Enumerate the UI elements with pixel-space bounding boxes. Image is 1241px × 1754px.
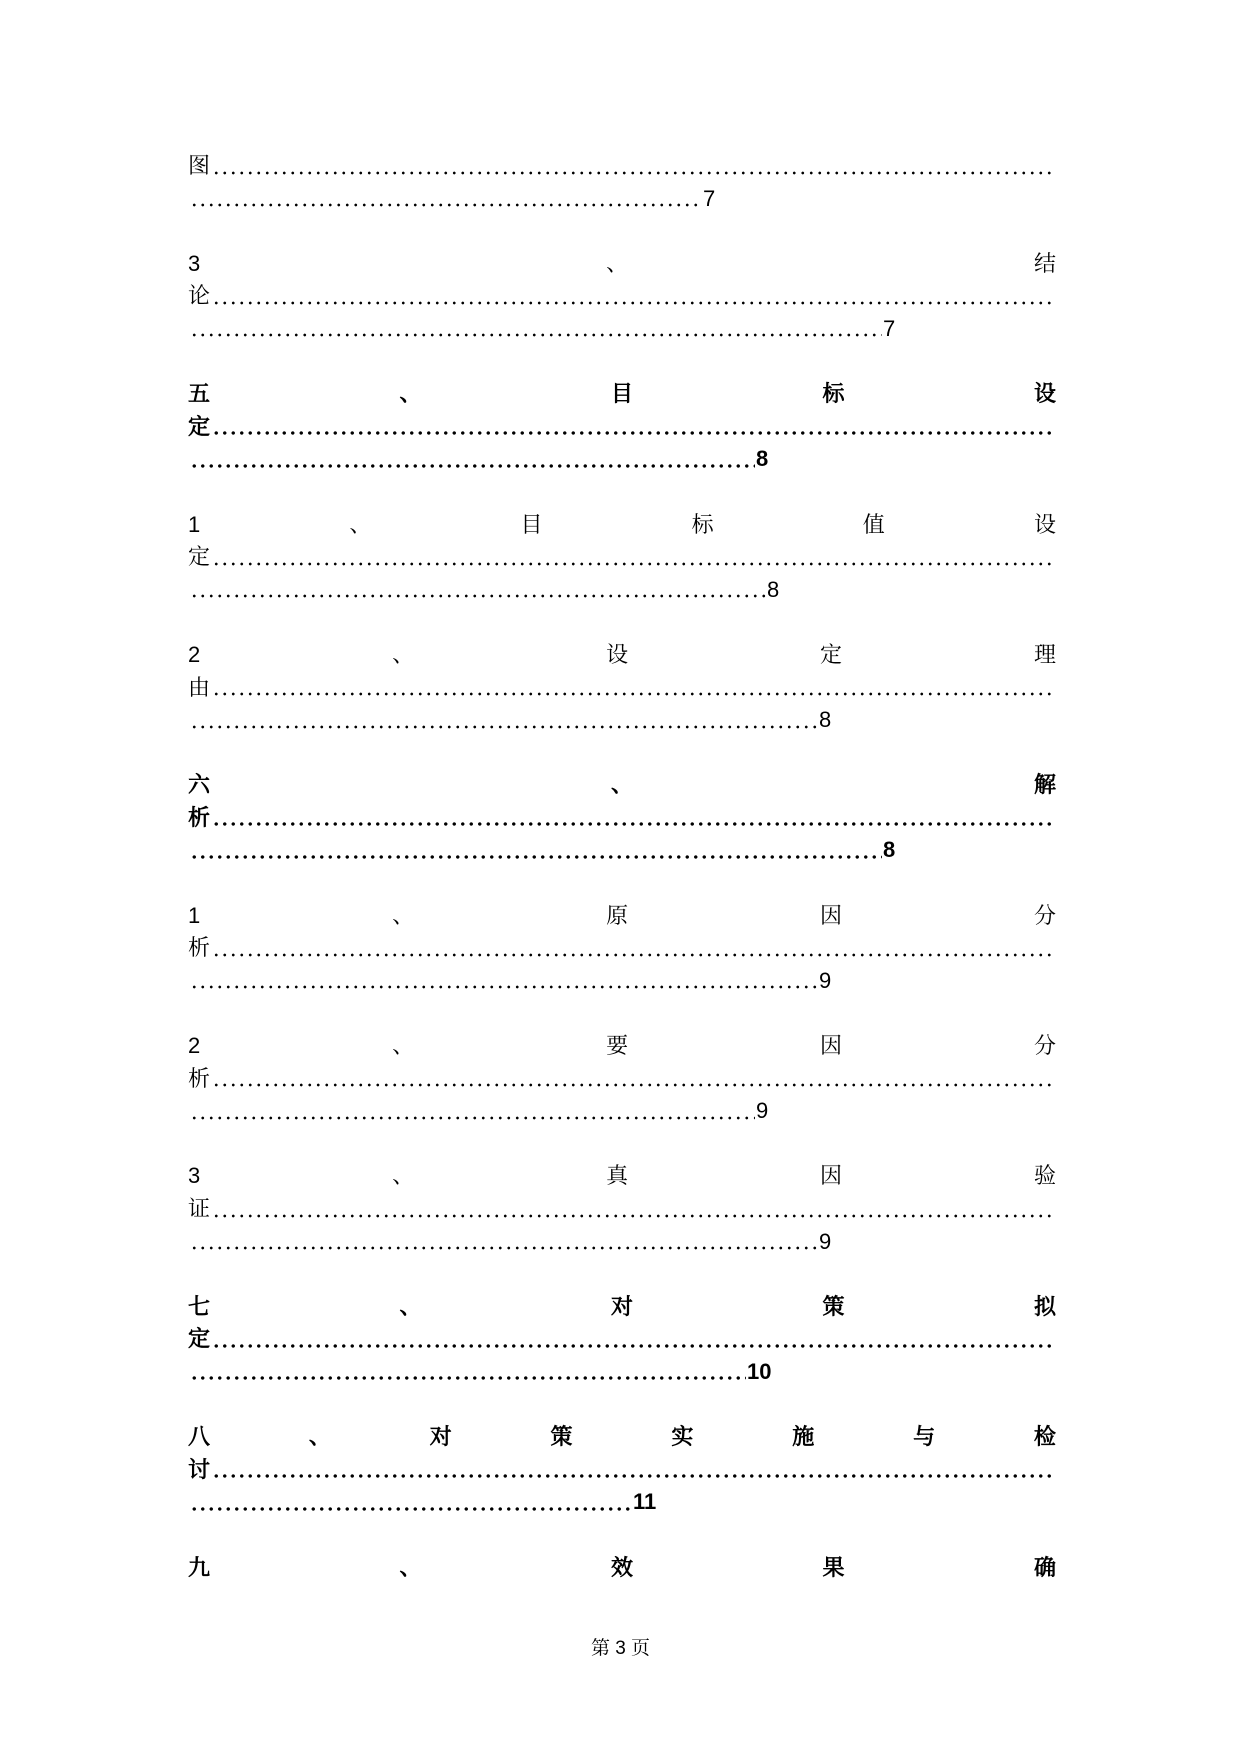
toc-title-end: 析 — [188, 1065, 211, 1091]
toc-page-number: 7 — [703, 185, 716, 211]
toc-leader-line — [188, 541, 1056, 574]
toc-page-number: 10 — [747, 1358, 772, 1384]
toc-title-line — [188, 639, 1056, 672]
toc-page-number: 11 — [633, 1489, 657, 1515]
toc-entry-heading — [188, 1552, 1056, 1585]
toc-title-char: 因 — [820, 902, 843, 928]
dot-leader — [188, 704, 818, 737]
toc-title-char: 确 — [1033, 1554, 1056, 1580]
toc-title-line — [188, 900, 1056, 933]
dot-leader — [188, 1356, 746, 1389]
dot-leader — [188, 443, 755, 476]
toc-page-line — [188, 704, 1056, 737]
toc-title-end: 析 — [188, 804, 211, 830]
dot-leader — [188, 1095, 755, 1128]
toc-page-line — [188, 1356, 1056, 1389]
toc-page-line — [188, 834, 1056, 867]
dot-leader — [188, 183, 702, 216]
toc-title-end: 由 — [188, 674, 211, 700]
toc-title-char: 果 — [822, 1554, 845, 1580]
dot-leader — [210, 1063, 1056, 1096]
toc-leader-line — [188, 411, 1056, 444]
toc-title-char: 原 — [606, 902, 629, 928]
toc-entry — [188, 1030, 1056, 1128]
dot-leader — [210, 1454, 1056, 1487]
toc-title-end: 图 — [188, 153, 211, 178]
toc-page-number: 8 — [819, 707, 832, 733]
toc-page-line — [188, 965, 1056, 998]
toc-leader-line — [188, 1063, 1056, 1096]
toc-title-char: 、 — [392, 1163, 415, 1189]
toc-page-line — [188, 1486, 1056, 1519]
toc-title-char: 因 — [820, 1163, 843, 1189]
toc-title-char: 、 — [399, 1554, 422, 1580]
toc-page-line — [188, 574, 1056, 607]
dot-leader — [210, 1323, 1056, 1356]
toc-title-end: 定 — [188, 413, 211, 439]
dot-leader — [188, 1226, 818, 1259]
toc-title-char: 标 — [691, 511, 714, 537]
toc-title-char: 、 — [392, 641, 415, 667]
toc-title-char: 值 — [862, 511, 885, 537]
toc-title-char: 设 — [1033, 511, 1056, 537]
toc-leader-line — [188, 802, 1056, 835]
toc-leader-line — [188, 932, 1056, 965]
toc-title-char: 真 — [606, 1163, 629, 1189]
toc-title-line — [188, 769, 1056, 802]
toc-title-char: 七 — [188, 1293, 211, 1319]
toc-title-char: 六 — [188, 772, 211, 798]
dot-leader — [188, 965, 818, 998]
dot-leader — [188, 574, 766, 607]
toc-title-char: 目 — [520, 511, 543, 537]
toc-page-number: 8 — [767, 576, 780, 602]
dot-leader — [188, 313, 882, 346]
toc-page-number: 9 — [819, 1228, 832, 1254]
dot-leader — [210, 541, 1056, 574]
table-of-contents — [188, 150, 1056, 1617]
toc-title-end: 析 — [188, 935, 211, 961]
toc-title-char: 2 — [188, 1033, 201, 1059]
toc-title-char: 八 — [188, 1424, 211, 1450]
toc-page-line — [188, 1095, 1056, 1128]
toc-title-line — [188, 248, 1056, 281]
toc-title-char: 实 — [671, 1424, 694, 1450]
toc-leader-line — [188, 1454, 1056, 1487]
dot-leader — [210, 802, 1056, 835]
toc-title-char: 验 — [1033, 1163, 1056, 1189]
toc-page-number: 7 — [883, 315, 896, 341]
toc-title-char: 施 — [792, 1424, 815, 1450]
toc-title-char: 、 — [606, 250, 629, 276]
toc-title-char: 拟 — [1033, 1293, 1056, 1319]
toc-entry — [188, 150, 1056, 215]
toc-title-end: 论 — [188, 283, 211, 309]
toc-title-end: 证 — [188, 1196, 211, 1221]
toc-page-line — [188, 1226, 1056, 1259]
toc-title-char: 理 — [1033, 641, 1056, 667]
toc-title-char: 3 — [188, 1163, 201, 1189]
toc-page-number: 8 — [756, 446, 769, 472]
toc-leader-line — [188, 1323, 1056, 1356]
toc-title-end: 定 — [188, 1326, 211, 1352]
toc-title-char: 1 — [188, 902, 201, 928]
toc-title-end: 讨 — [188, 1456, 211, 1482]
toc-title-line — [188, 1552, 1056, 1585]
toc-page-number: 9 — [819, 967, 832, 993]
dot-leader — [210, 932, 1056, 965]
toc-title-char: 、 — [392, 1033, 415, 1059]
toc-title-char: 设 — [606, 641, 629, 667]
toc-title-char: 、 — [308, 1424, 331, 1450]
dot-leader — [210, 672, 1056, 705]
toc-entry-heading — [188, 769, 1056, 867]
toc-page-number: 9 — [756, 1098, 769, 1124]
toc-title-char: 2 — [188, 641, 201, 667]
toc-title-char: 、 — [399, 1293, 422, 1319]
toc-page-number: 8 — [883, 837, 896, 863]
toc-entry — [188, 639, 1056, 737]
toc-title-char: 定 — [820, 641, 843, 667]
toc-title-line — [188, 1160, 1056, 1193]
toc-title-char: 策 — [550, 1424, 573, 1450]
dot-leader — [188, 834, 882, 867]
toc-entry — [188, 248, 1056, 346]
toc-title-char: 策 — [822, 1293, 845, 1319]
toc-entry-heading — [188, 1291, 1056, 1389]
toc-entry-heading — [188, 1421, 1056, 1519]
toc-title-line — [188, 378, 1056, 411]
toc-title-char: 分 — [1033, 902, 1056, 928]
toc-title-char: 因 — [820, 1033, 843, 1059]
toc-page-line — [188, 443, 1056, 476]
toc-title-char: 、 — [392, 902, 415, 928]
toc-title-char: 1 — [188, 511, 201, 537]
toc-title-line — [188, 1291, 1056, 1324]
toc-title-char: 五 — [188, 381, 211, 407]
toc-title-char: 与 — [913, 1424, 936, 1450]
toc-title-line — [188, 509, 1056, 542]
toc-leader-line — [188, 672, 1056, 705]
toc-title-char: 解 — [1033, 772, 1056, 798]
dot-leader — [210, 411, 1056, 444]
toc-entry — [188, 1160, 1056, 1258]
toc-title-char: 、 — [399, 381, 422, 407]
toc-title-char: 分 — [1033, 1033, 1056, 1059]
toc-entry — [188, 509, 1056, 607]
page-footer: 第 3 页 — [590, 1638, 651, 1659]
toc-leader-line — [188, 1193, 1056, 1226]
toc-title-char: 目 — [610, 381, 633, 407]
toc-title-char: 检 — [1033, 1424, 1056, 1450]
toc-title-char: 对 — [429, 1424, 452, 1450]
toc-title-char: 对 — [610, 1293, 633, 1319]
toc-entry-heading — [188, 378, 1056, 476]
toc-title-char: 、 — [610, 772, 633, 798]
dot-leader — [210, 150, 1056, 183]
toc-title-char: 要 — [606, 1033, 629, 1059]
toc-page-line — [188, 313, 1056, 346]
toc-title-char: 效 — [610, 1554, 633, 1580]
toc-title-char: 结 — [1033, 250, 1056, 276]
toc-title-char: 、 — [349, 511, 372, 537]
toc-title-end: 定 — [188, 544, 211, 570]
toc-title-line — [188, 1030, 1056, 1063]
toc-page-line — [188, 183, 1056, 216]
toc-title-char: 3 — [188, 250, 201, 276]
toc-leader-line — [188, 150, 1056, 183]
dot-leader — [188, 1486, 632, 1519]
toc-title-char: 标 — [822, 381, 845, 407]
toc-title-char: 设 — [1033, 381, 1056, 407]
toc-leader-line — [188, 280, 1056, 313]
toc-title-char: 九 — [188, 1554, 211, 1580]
toc-title-line — [188, 1421, 1056, 1454]
dot-leader — [210, 1193, 1056, 1226]
dot-leader — [210, 280, 1056, 313]
toc-entry — [188, 900, 1056, 998]
